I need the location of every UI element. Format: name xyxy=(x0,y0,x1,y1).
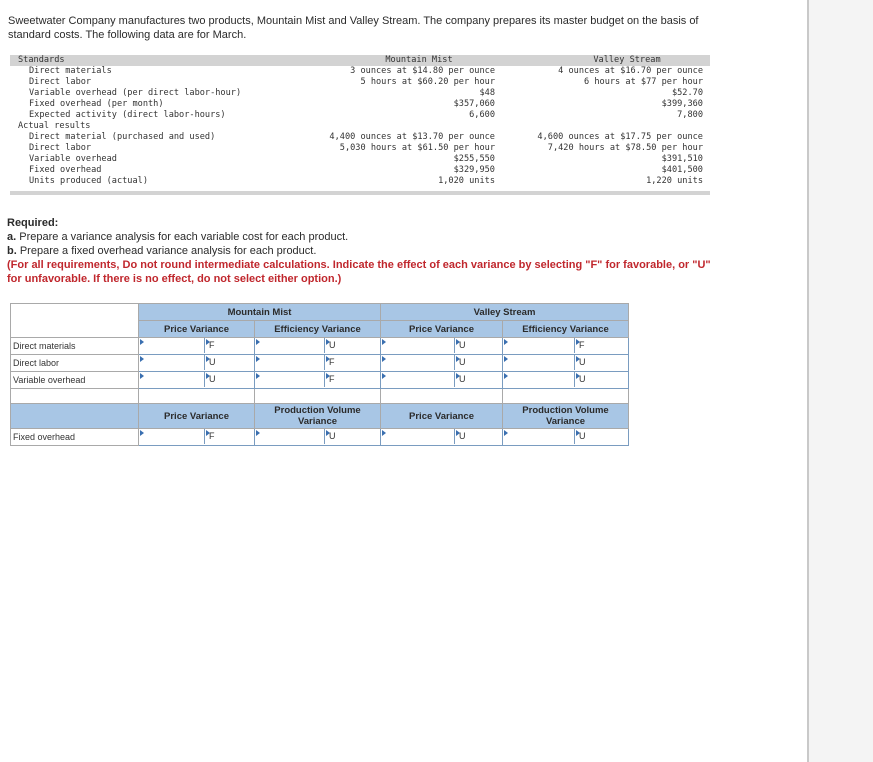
input-arrow-icon xyxy=(256,356,260,362)
input-arrow-icon xyxy=(140,356,144,362)
effect-value: U xyxy=(579,357,586,367)
header-valley-stream: Valley Stream xyxy=(381,304,629,321)
effect-value: U xyxy=(459,357,466,367)
header-vs-production-volume-variance: Production Volume Variance xyxy=(503,404,629,429)
row-label: Units produced (actual) xyxy=(29,176,148,186)
data-row xyxy=(10,110,710,121)
vs-fo-volume-cell[interactable] xyxy=(503,429,629,446)
input-arrow-icon xyxy=(256,373,260,379)
amount-input-vs-vo-price[interactable] xyxy=(381,372,455,387)
effect-value: F xyxy=(329,357,335,367)
mm-vo-eff-cell[interactable] xyxy=(255,372,381,389)
effect-value: U xyxy=(329,431,336,441)
fixed-header-blank xyxy=(11,404,139,429)
problem-intro: Sweetwater Company manufactures two products, Mountain Mist and Valley Stream. The company prepares its master budget on the basis of standard costs. The following data are for March. xyxy=(8,15,699,41)
amount-input-vs-dm-price[interactable] xyxy=(381,338,455,353)
input-arrow-icon xyxy=(504,356,508,362)
vs-value: 4 ounces at $16.70 per ounce xyxy=(558,66,703,76)
amount-input-vs-fo-volume[interactable] xyxy=(503,429,575,444)
header-mm-fixed-price-variance: Price Variance xyxy=(139,404,255,429)
requirement-a-prefix: a. xyxy=(7,231,17,243)
effect-select-mm-fo-volume[interactable] xyxy=(325,429,379,444)
effect-value: U xyxy=(579,431,586,441)
mm-dl-price-cell[interactable] xyxy=(139,355,255,372)
input-arrow-icon xyxy=(140,430,144,436)
amount-input-vs-fo-price[interactable] xyxy=(381,429,455,444)
effect-value: U xyxy=(459,431,466,441)
mm-value: $255,550 xyxy=(453,154,495,164)
effect-value: U xyxy=(459,340,466,350)
amount-input-mm-dl-price[interactable] xyxy=(139,355,205,370)
row-label: Direct material (purchased and used) xyxy=(29,132,216,142)
effect-select-vs-fo-price[interactable] xyxy=(455,429,501,444)
vs-dm-price-cell[interactable] xyxy=(381,338,503,355)
required-title: Required: xyxy=(7,217,59,229)
mm-value: 4,400 ounces at $13.70 per ounce xyxy=(329,132,495,142)
effect-select-mm-dm-eff[interactable] xyxy=(325,338,379,353)
row-label-direct-materials: Direct materials xyxy=(11,338,139,355)
input-arrow-icon xyxy=(140,373,144,379)
row-label: Fixed overhead xyxy=(29,165,102,175)
data-section-row xyxy=(10,121,710,132)
row-label: Variable overhead xyxy=(29,154,117,164)
mm-dl-eff-cell[interactable] xyxy=(255,355,381,372)
requirement-a xyxy=(7,230,727,244)
data-row xyxy=(10,154,710,165)
effect-select-vs-dl-eff[interactable] xyxy=(575,355,627,370)
vs-fo-price-cell[interactable] xyxy=(381,429,503,446)
data-row xyxy=(10,66,710,77)
row-label: Direct labor xyxy=(29,143,92,153)
header-mm-efficiency-variance: Efficiency Variance xyxy=(255,321,381,338)
effect-value: F xyxy=(209,431,215,441)
mm-fo-volume-cell[interactable] xyxy=(255,429,381,446)
requirement-a-text: Prepare a variance analysis for each variable cost for each product. xyxy=(19,231,349,243)
effect-value: U xyxy=(329,340,336,350)
vs-dl-price-cell[interactable] xyxy=(381,355,503,372)
mm-value: 5,030 hours at $61.50 per hour xyxy=(339,143,495,153)
col-header-mountain-mist: Mountain Mist xyxy=(385,55,453,65)
requirements xyxy=(7,216,727,286)
row-label: Fixed overhead (per month) xyxy=(29,99,164,109)
vs-value: $391,510 xyxy=(661,154,703,164)
row-label-variable-overhead: Variable overhead xyxy=(11,372,139,389)
amount-input-mm-vo-price[interactable] xyxy=(139,372,205,387)
mm-dm-eff-cell[interactable] xyxy=(255,338,381,355)
effect-value: U xyxy=(209,357,216,367)
effect-select-vs-fo-volume[interactable] xyxy=(575,429,627,444)
vs-value: $52.70 xyxy=(671,88,703,98)
header-vs-fixed-price-variance: Price Variance xyxy=(381,404,503,429)
vs-vo-eff-cell[interactable] xyxy=(503,372,629,389)
row-label-fixed-overhead: Fixed overhead xyxy=(11,429,139,446)
effect-select-vs-vo-price[interactable] xyxy=(455,372,501,387)
spacer-cell xyxy=(255,389,381,404)
vs-value: 7,800 xyxy=(677,110,703,120)
vs-value: $399,360 xyxy=(661,99,703,109)
header-vs-price-variance: Price Variance xyxy=(381,321,503,338)
vs-value: 6 hours at $77 per hour xyxy=(584,77,703,87)
actual-results-label: Actual results xyxy=(18,121,91,131)
effect-value: F xyxy=(579,340,585,350)
amount-input-vs-vo-eff[interactable] xyxy=(503,372,575,387)
input-arrow-icon xyxy=(504,339,508,345)
effect-select-vs-dm-eff[interactable] xyxy=(575,338,627,353)
input-arrow-icon xyxy=(382,339,386,345)
mm-value: 1,020 units xyxy=(438,176,495,186)
corner-cell xyxy=(11,304,139,338)
amount-input-mm-dm-price[interactable] xyxy=(139,338,205,353)
mm-value: 3 ounces at $14.80 per ounce xyxy=(350,66,495,76)
vs-vo-price-cell[interactable] xyxy=(381,372,503,389)
effect-select-mm-dl-price[interactable] xyxy=(205,355,253,370)
effect-select-vs-vo-eff[interactable] xyxy=(575,372,627,387)
input-arrow-icon xyxy=(140,339,144,345)
amount-input-mm-dm-eff[interactable] xyxy=(255,338,325,353)
mm-value: $329,950 xyxy=(453,165,495,175)
data-table xyxy=(10,55,710,195)
variance-answer-grid xyxy=(10,303,629,446)
effect-select-mm-fo-price[interactable] xyxy=(205,429,253,444)
vs-value: 7,420 hours at $78.50 per hour xyxy=(547,143,703,153)
page-right-margin xyxy=(809,0,873,762)
mm-fo-price-cell[interactable] xyxy=(139,429,255,446)
spacer-cell xyxy=(503,389,629,404)
effect-value: U xyxy=(209,374,216,384)
effect-select-mm-dl-eff[interactable] xyxy=(325,355,379,370)
mm-value: 6,600 xyxy=(469,110,495,120)
vs-dm-eff-cell[interactable] xyxy=(503,338,629,355)
header-mm-production-volume-variance: Production Volume Variance xyxy=(255,404,381,429)
amount-input-vs-dl-eff[interactable] xyxy=(503,355,575,370)
input-arrow-icon xyxy=(504,430,508,436)
spacer-cell xyxy=(11,389,139,404)
requirement-b xyxy=(7,244,727,258)
data-table-bottom-rule xyxy=(10,191,710,195)
effect-value: U xyxy=(459,374,466,384)
mm-vo-price-cell[interactable] xyxy=(139,372,255,389)
effect-value: F xyxy=(209,340,215,350)
header-mm-price-variance: Price Variance xyxy=(139,321,255,338)
amount-input-vs-dm-eff[interactable] xyxy=(503,338,575,353)
row-label-direct-labor: Direct labor xyxy=(11,355,139,372)
input-arrow-icon xyxy=(504,373,508,379)
input-arrow-icon xyxy=(382,430,386,436)
data-row xyxy=(10,143,710,154)
effect-select-mm-dm-price[interactable] xyxy=(205,338,253,353)
effect-select-mm-vo-eff[interactable] xyxy=(325,372,379,387)
mm-value: $357,060 xyxy=(453,99,495,109)
data-row xyxy=(10,77,710,88)
amount-input-mm-vo-eff[interactable] xyxy=(255,372,325,387)
mm-value: 5 hours at $60.20 per hour xyxy=(360,77,495,87)
mm-value: $48 xyxy=(479,88,495,98)
spacer-cell xyxy=(381,389,503,404)
effect-value: U xyxy=(579,374,586,384)
header-mountain-mist: Mountain Mist xyxy=(139,304,381,321)
data-row xyxy=(10,88,710,99)
data-row xyxy=(10,99,710,110)
effect-select-mm-vo-price[interactable] xyxy=(205,372,253,387)
amount-input-mm-fo-price[interactable] xyxy=(139,429,205,444)
input-arrow-icon xyxy=(256,430,260,436)
vs-value: 4,600 ounces at $17.75 per ounce xyxy=(537,132,703,142)
vs-dl-eff-cell[interactable] xyxy=(503,355,629,372)
data-row xyxy=(10,176,710,187)
effect-value: F xyxy=(329,374,335,384)
mm-dm-price-cell[interactable] xyxy=(139,338,255,355)
spacer-cell xyxy=(139,389,255,404)
row-label: Direct materials xyxy=(29,66,112,76)
col-header-valley-stream: Valley Stream xyxy=(593,55,661,65)
amount-input-vs-dl-price[interactable] xyxy=(381,355,455,370)
vs-value: $401,500 xyxy=(661,165,703,175)
input-arrow-icon xyxy=(382,356,386,362)
amount-input-mm-dl-eff[interactable] xyxy=(255,355,325,370)
vs-value: 1,220 units xyxy=(646,176,703,186)
input-arrow-icon xyxy=(382,373,386,379)
row-label: Expected activity (direct labor-hours) xyxy=(29,110,226,120)
requirement-b-text: Prepare a fixed overhead variance analysis for each product. xyxy=(19,245,317,257)
header-vs-efficiency-variance: Efficiency Variance xyxy=(503,321,629,338)
data-header-row xyxy=(10,55,710,66)
row-label: Variable overhead (per direct labor-hour) xyxy=(29,88,242,98)
effect-select-vs-dl-price[interactable] xyxy=(455,355,501,370)
data-row xyxy=(10,132,710,143)
standards-label: Standards xyxy=(18,55,65,65)
input-arrow-icon xyxy=(256,339,260,345)
effect-select-vs-dm-price[interactable] xyxy=(455,338,501,353)
row-label: Direct labor xyxy=(29,77,92,87)
amount-input-mm-fo-volume[interactable] xyxy=(255,429,325,444)
instructions-note: (For all requirements, Do not round intermediate calculations. Indicate the effect of each variance by selecting "F" for favorable, or "U" for unfavorable. If there is no effect, do not select either option.) xyxy=(7,259,711,285)
data-row xyxy=(10,165,710,176)
requirement-b-prefix: b. xyxy=(7,245,17,257)
